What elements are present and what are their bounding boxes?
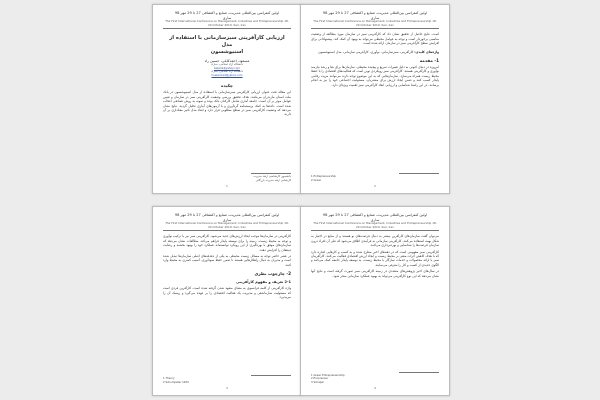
conference-header-en-line2: 20 October 2019, Sari, Iran [355,22,395,27]
footnote-1: دانشجوی کارشناسی ارشد مدیریت [253,175,291,179]
conference-header-en: The First International Conference on Management, Industries and Entrepreneurship 18- [165,221,289,226]
conference-header-line2: ساری [222,15,232,20]
conference-header-line2: ساری [370,217,380,222]
header-divider [311,230,439,231]
affiliation-1: دانشگاه آزاد اسلامی، ساری [210,62,244,67]
document-page-1 [152,4,302,194]
body-paragraph-1: می‌توان گفت سازمان‌های کارآفرین بیشتر به دنبال فرصت‌های نو هستند و از منابع در اختیار به شکل بهینه استفاده می‌کنند. کارآفرینی سازمانی به فرآیندی اطلاق می‌شود که طی آن افراد درون سازمان فرصت‌ها را شناسایی و بهره‌برداری می‌کنند. [311,234,439,248]
footnote-divider [251,375,291,376]
keywords-label: واژه‌های کلیدی: [414,49,439,54]
header-divider [163,28,291,29]
conference-header-line2: ساری [370,15,380,20]
footnote-3: 3 Schaper [311,380,325,384]
body-paragraph-3: واژه کارآفرینی از کلمه فرانسوی به معنای متعهد شدن گرفته شده است. کارآفرین فردی است که مسئولیت سازماندهی و مدیریت یک فعالیت اقتصادی را بر عهده می‌گیرد و ریسک آن را می‌پذیرد. [163,286,291,300]
paper-title [169,35,285,56]
footnote-divider [399,372,439,373]
page-number: 3 [226,386,228,390]
footnotes [311,169,439,182]
conference-header: اولین کنفرانس بین‌المللی مدیریت، صنایع و اکتشافی 27 تا 29 مهر 98 [322,11,428,15]
conference-header-en: The First International Conference on Management, Industries and Entrepreneurship 18- [313,19,437,24]
footnotes [163,371,291,384]
conference-header-en: The First International Conference on Management, Industries and Entrepreneurship 18- [313,221,437,226]
footnote-divider [251,173,291,174]
keywords [311,50,439,54]
subsection-heading: 2-1 تعریف و مفهوم کارآفرینی [236,280,291,285]
introduction-text: امروزه در دنیای کنونی به دلیل تغییرات سریع و پیچیده محیطی، سازمان‌ها برای بقا و رشد نیازمند نوآوری و کارآفرینی هستند. کارآفرینی سبز رویکردی نوین است که فعالیت‌های اقتصادی را با حفظ محیط زیست همراه می‌سازد. سازمان‌هایی که به این موضوع توجه دارند می‌توانند مزیت رقابتی پایدار کسب کنند و ضمن ایجاد ارزش برای مشتریان، مسئولیت اجتماعی خود را نیز به انجام برسانند. در این راستا شناسایی و ارزیابی ابعاد کارآفرینی سبز اهمیت ویژه‌ای دارد. [311,65,439,87]
abstract-continued: است. نتایج حاصل از تحقیق نشان داد که کارآفرینی سبز در سازمان مورد مطالعه از وضعیت مناسبی برخوردار است و توجه به عوامل محیطی می‌تواند به بهبود آن کمک کند. پیشنهاداتی برای افزایش سطح کارآفرینی سبز در سازمان ارائه شده است. [311,32,439,46]
page-number: 4 [374,386,376,390]
conference-header: اولین کنفرانس بین‌المللی مدیریت، صنایع و اکتشافی 27 تا 29 مهر 98 [174,11,280,15]
header-divider [311,28,439,29]
affiliation-2: دانشگاه آزاد اسلامی، ساری [210,69,244,74]
header-divider [163,230,291,231]
conference-header-line2: ساری [222,217,232,222]
framework-heading: 2- چارچوب نظری [254,271,291,277]
footnote-1: 1 Entrepreneurship [311,175,336,179]
email-2[interactable]: hosseinrad@yahoo.com [211,73,243,77]
conference-header: اولین کنفرانس بین‌المللی مدیریت، صنایع و اکتشافی 27 تا 29 مهر 98 [322,213,428,217]
conference-header-en: The First International Conference on Management, Industries and Entrepreneurship 18- [165,19,289,24]
footnote-2: کارشناس ارشد مدیریت بازرگانی [255,178,291,182]
footnotes [311,368,439,384]
page-number: 1 [226,184,228,188]
document-page-3 [152,206,302,396]
conference-header-en-line2: 20 October 2019, Sari, Iran [355,224,395,229]
footnote-divider [399,173,439,174]
body-paragraph-2: کارآفرینی سبز مفهومی است که در دهه‌های اخیر مطرح شده و به کسب و کارهایی اشاره دارد که با هدف کاهش اثرات منفی بر محیط زیست و ایجاد ارزش اقتصادی فعالیت می‌کنند. کارآفرینان سبز با ارائه محصولات و خدمات سازگار با محیط زیست، به توسعه پایدار جامعه کمک می‌کنند و الگوی جدیدی از کسب و کار را معرفی می‌نمایند. [311,249,439,267]
document-page-4 [300,206,450,396]
page-number: 2 [374,184,376,188]
body-paragraph-1: کارآفرینی در سازمان‌ها موجب ایجاد ارزش‌های جدید می‌شود. کارآفرینی سبز نیز با ترکیب نوآوری و توجه به محیط زیست، زمینه را برای توسعه پایدار فراهم می‌کند. مطالعات نشان می‌دهد که سازمان‌های موفق با بهره‌گیری از این رویکرد توانسته‌اند عملکرد خود را بهبود بخشند و رضایت ذینفعان را افزایش دهند. [163,234,291,252]
footnote-1: 1 Green Entrepreneurship [311,373,345,377]
introduction-heading: 1- مقدمه [419,58,439,63]
document-page-2 [300,4,450,194]
conference-header-en-line2: 20 October 2019, Sari, Iran [207,22,247,27]
footnote-2: 2 Ecopreneur [311,377,329,381]
conference-header: اولین کنفرانس بین‌المللی مدیریت، صنایع و اکتشافی 27 تا 29 مهر 98 [174,213,280,217]
footnote-1: 1 Theory [163,377,175,381]
footnote-2: 2 Green [311,178,322,182]
body-paragraph-3: در سال‌های اخیر پژوهش‌های متعددی در زمینه کارآفرینی سبز صورت گرفته است و نتایج آنها نشان می‌دهد که این نوع کارآفرینی می‌تواند به بهبود عملکرد سازمانی منجر شود. [311,269,439,278]
authors: مسعود، احمدکابلی، حسین راد [204,59,250,64]
footnotes [163,169,291,182]
abstract-heading: چکیده [220,83,234,89]
abstract-text: این مقاله تحت عنوان ارزیابی کارآفرینی سبزسازمانی با استفاده از مدل اسنیوشسون در بانک ملت استان مازندران می‌باشد. هدف تحقیق بررسی وضعیت کارآفرینی سبز در سازمان و تعیین عوامل موثر بر آن است. جامعه آماری شامل کارکنان بانک بوده و نمونه به روش تصادفی انتخاب شده است. داده‌ها به کمک پرسشنامه گردآوری و با آزمون‌های آماری تحلیل گردید. نتایج نشان می‌دهد که وضعیت کارآفرینی سبز در سطح مطلوبی قرار دارد و ابعاد مدل تاثیر معناداری بر آن دارند. [163,90,291,117]
paper-title-line1: ارزیابی کارآفرینی سبزسازمانی با استفاده از مدل [169,35,285,49]
body-paragraph-2: در عصر حاضر توجه به مسائل زیست محیطی به یکی از دغدغه‌های اصلی سازمان‌ها تبدیل شده است و مدیران به دنبال راهکارهایی هستند تا ضمن حفظ سودآوری، آسیب کمتری به محیط وارد کنند. [163,254,291,267]
footnote-2: 2 Schumpeter 1934 [163,380,189,384]
conference-header-en-line2: 20 October 2019, Sari, Iran [207,224,247,229]
paper-title-line2: اسنیوشسون [210,49,244,56]
email-1[interactable]: kazemi@yahoo.com [213,66,241,70]
keywords-list: کارآفرینی، سبزسازمانی، نوآوری، کارآفرینی سازمانی، مدل اسنیوشسون [318,49,414,54]
